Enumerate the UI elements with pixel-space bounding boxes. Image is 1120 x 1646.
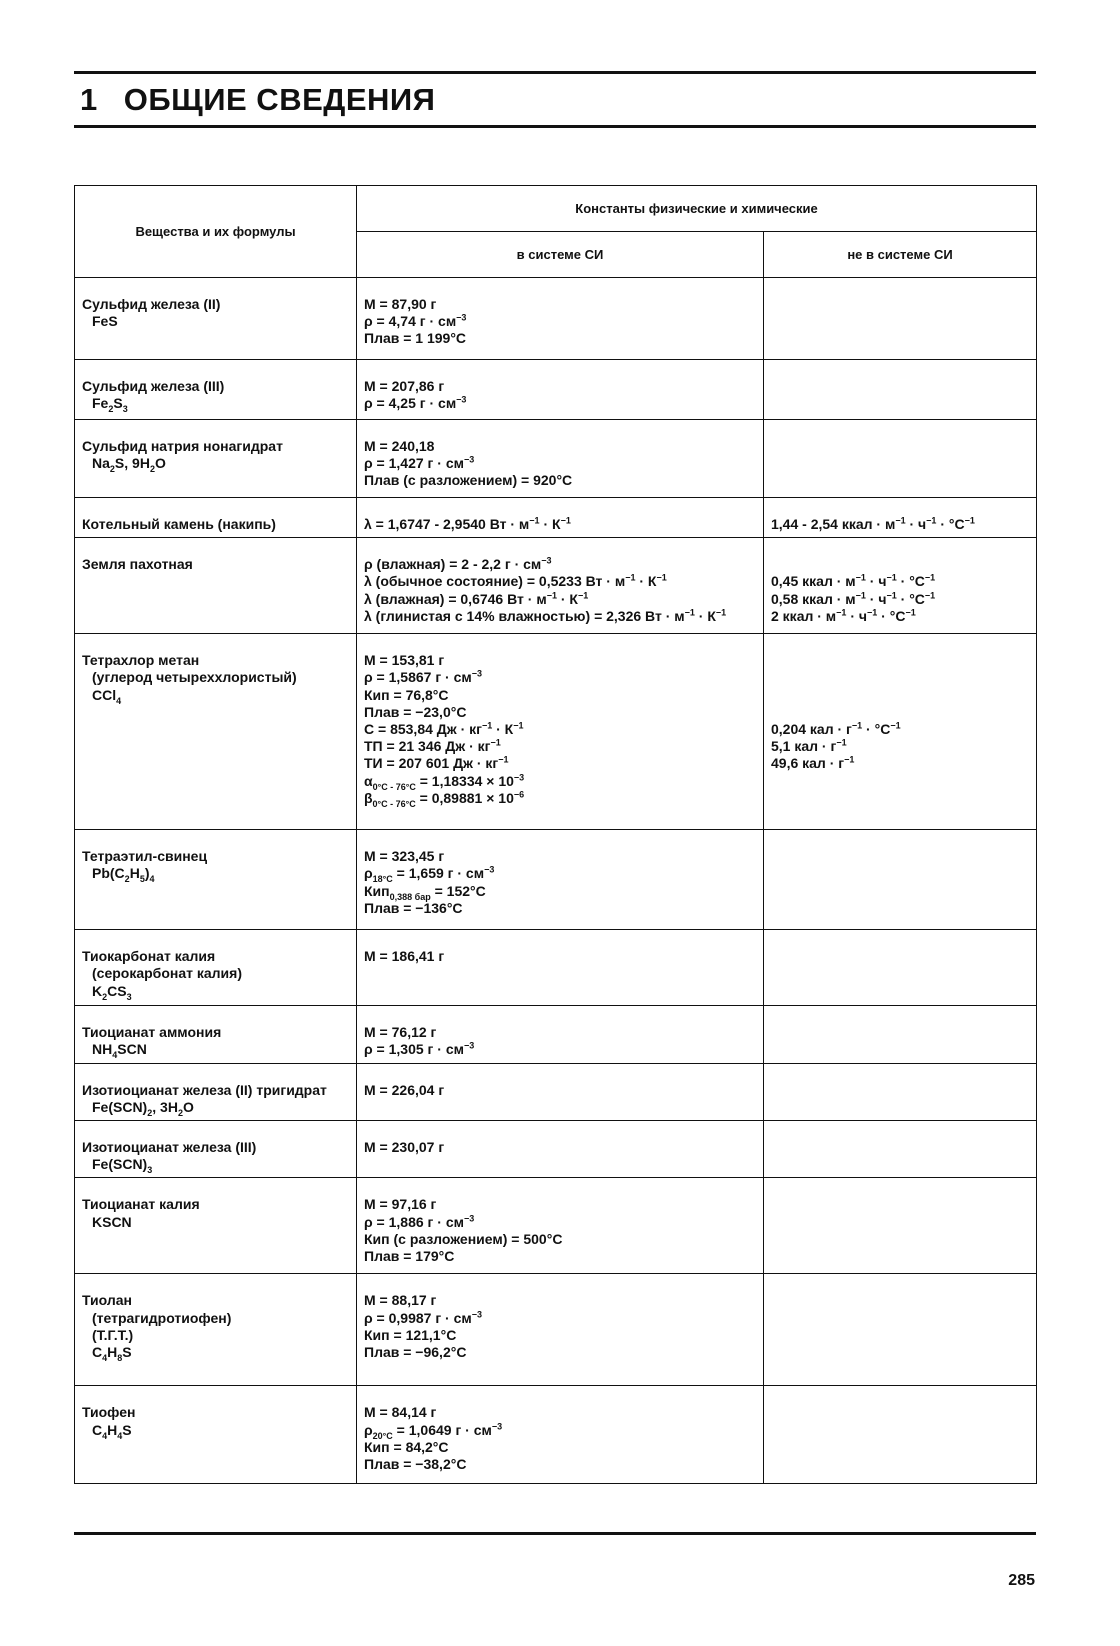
- constant-line: ТИ = 207 601 Дж · $кг^{-1}$: [364, 754, 509, 772]
- substance-formula: $C_4H_4S$: [92, 1421, 132, 1441]
- substance-name: Тетрахлор метан: [82, 652, 200, 669]
- table-row: [75, 1006, 1037, 1063]
- page-number: 285: [1008, 1572, 1035, 1589]
- constant-line: 5,1 кал · $г^{-1}$: [771, 737, 847, 755]
- substance-cell: [75, 1006, 357, 1063]
- constant-line: Кип (с разложением) = 500°C: [364, 1230, 563, 1247]
- non-si-value-cell: [764, 1178, 1037, 1274]
- constant-line: ρ = 4,74 $г \cdot см^{-3}$: [364, 312, 467, 330]
- constant-line: M = 87,90 г: [364, 296, 437, 312]
- constant-line: M = 207,86 г: [364, 378, 445, 394]
- substance-cell: [75, 634, 357, 830]
- substance-cell: [75, 420, 357, 498]
- substance-name: Сульфид железа (III): [82, 378, 225, 394]
- header-constants: Константы физические и химические: [357, 186, 1037, 232]
- constant-line: ρ = 1,5867 $г \cdot см^{-3}$: [364, 668, 483, 686]
- substance-name: Сульфид натрия нонагидрат: [82, 438, 283, 454]
- table-row: [75, 278, 1037, 360]
- table-row: [75, 498, 1037, 538]
- si-value-cell: [357, 278, 764, 360]
- substance-cell: [75, 538, 357, 634]
- constant-line: [771, 687, 1030, 704]
- non-si-value-cell: [764, 538, 1037, 634]
- header-non-si: не в системе СИ: [764, 232, 1037, 278]
- constant-line: $\rho_{18^\circ C} = 1,659$ $г \cdot см^{-3}$: [364, 864, 495, 885]
- chapter-title: ОБЩИЕ СВЕДЕНИЯ: [123, 82, 436, 117]
- constant-line: 49,6 кал · $г^{-1}$: [771, 754, 855, 772]
- non-si-value-cell: [764, 1386, 1037, 1484]
- table-row: [75, 1063, 1037, 1120]
- substance-formula: $NH_4SCN$: [92, 1041, 147, 1061]
- substance-cell: [75, 830, 357, 930]
- table-body: [75, 278, 1037, 1484]
- substance-formula: $Fe(SCN)_3$: [92, 1156, 153, 1176]
- si-value-cell: [357, 1178, 764, 1274]
- table-row: [75, 830, 1037, 930]
- substance-cell: [75, 498, 357, 538]
- substance-formula: $K_2CS_3$: [92, 982, 132, 1002]
- substance-formula: $Fe_2S_3$: [92, 395, 128, 414]
- constant-line: Кип = 121,1°C: [364, 1326, 457, 1343]
- substance-name: Тиоцианат аммония: [82, 1024, 222, 1041]
- si-value-cell: [357, 1274, 764, 1386]
- substance-name: Тиоцианат калия: [82, 1196, 200, 1213]
- si-value-cell: [357, 498, 764, 538]
- non-si-value-cell: [764, 498, 1037, 538]
- constant-line: λ (глинистая с 14% влажностью) = 2,326 Вт · $м^{-1} \cdot К^{-1}$: [364, 607, 727, 624]
- substance-formula: (тетрагидротиофен): [92, 1309, 232, 1326]
- constant-line: ρ (влажная) = 2 - 2,2 $г \cdot см^{-3}$: [364, 555, 552, 573]
- substance-formula: CCl$_4$: [92, 686, 122, 706]
- constant-line: Плав (с разложением) = 920°C: [364, 472, 573, 489]
- non-si-value-cell: [764, 634, 1037, 830]
- constant-line: Плав = 179°C: [364, 1248, 455, 1265]
- si-value-cell: [357, 1006, 764, 1063]
- constant-line: M = 76,12 г: [364, 1024, 437, 1041]
- constant-line: ρ = 0,9987 $г \cdot см^{-3}$: [364, 1308, 483, 1326]
- si-value-cell: [357, 634, 764, 830]
- non-si-value-cell: [764, 930, 1037, 1006]
- heading-underline: [74, 125, 1036, 128]
- substance-name: Тиолан: [82, 1292, 132, 1309]
- constant-line: λ (обычное состояние) = 0,5233 Вт · $м^{-1} \cdot К^{-1}$: [364, 572, 667, 590]
- substance-name: Земля пахотная: [82, 556, 193, 573]
- non-si-value-cell: [764, 278, 1037, 360]
- non-si-value-cell: [764, 1063, 1037, 1120]
- constant-line: [771, 704, 1030, 721]
- non-si-value-cell: [764, 420, 1037, 498]
- constant-line: ρ = 4,25 $г \cdot см^{-3}$: [364, 394, 467, 412]
- substance-formula: (углерод четыреххлористый): [92, 669, 297, 686]
- substance-cell: [75, 360, 357, 420]
- substance-cell: [75, 1178, 357, 1274]
- table-row: [75, 1121, 1037, 1178]
- constant-line: M = 186,41 г: [364, 948, 445, 965]
- substance-formula: $Fe(SCN)_2$, $3H_2O$: [92, 1098, 194, 1118]
- substance-cell: [75, 1274, 357, 1386]
- constant-line: 2 ккал · $м^{-1} \cdot ч^{-1} \cdot ^\circ C^{-1}$: [771, 607, 916, 624]
- constant-line: M = 153,81 г: [364, 652, 445, 669]
- constant-line: Плав = −96,2°C: [364, 1344, 467, 1361]
- constant-line: Плав = −136°C: [364, 899, 463, 916]
- header-si: в системе СИ: [357, 232, 764, 278]
- constant-line: ρ = 1,427 $г \cdot см^{-3}$: [364, 454, 475, 472]
- table-row: [75, 930, 1037, 1006]
- constant-line: 0,58 ккал · $м^{-1} \cdot ч^{-1} \cdot ^\circ C^{-1}$: [771, 589, 936, 607]
- constant-line: $\beta_{0^\circ C - 76^\circ C} = 0,89881 \times 10^{-6}$: [364, 789, 525, 809]
- substance-formula: $Pb(C_2H_5)_4$: [92, 865, 155, 885]
- table-row: [75, 1386, 1037, 1484]
- substance-formula: FeS: [92, 313, 118, 330]
- table-row: [75, 1274, 1037, 1386]
- constant-line: λ = 1,6747 - 2,9540 Вт · $м^{-1} \cdot К^{-1}$: [364, 515, 571, 532]
- si-value-cell: [357, 538, 764, 634]
- chapter-number: 1: [80, 82, 98, 117]
- non-si-value-cell: [764, 1006, 1037, 1063]
- header-substances: Вещества и их формулы: [75, 186, 357, 278]
- substance-formula: (Т.Г.Т.): [92, 1326, 134, 1343]
- si-value-cell: [357, 420, 764, 498]
- substance-name: Изотиоцианат железа (III): [82, 1139, 257, 1156]
- constant-line: M = 97,16 г: [364, 1196, 437, 1213]
- substance-name: Изотиоцианат железа (II) тригидрат: [82, 1081, 327, 1098]
- constant-line: ТП = 21 346 Дж · $кг^{-1}$: [364, 737, 501, 755]
- top-rule: [74, 71, 1036, 74]
- constant-line: [771, 556, 1030, 573]
- table-row: [75, 1178, 1037, 1274]
- constant-line: Кип = 76,8°C: [364, 686, 449, 703]
- constant-line: M = 240,18: [364, 438, 435, 454]
- constant-line: Плав = −23,0°C: [364, 703, 467, 720]
- si-value-cell: [357, 930, 764, 1006]
- substance-name: Тиокарбонат калия: [82, 948, 216, 965]
- substance-formula: KSCN: [92, 1213, 132, 1230]
- chapter-heading: [80, 82, 435, 118]
- si-value-cell: [357, 830, 764, 930]
- substance-name: Котельный камень (накипь): [82, 516, 276, 532]
- substance-name: Тиофен: [82, 1404, 136, 1421]
- constant-line: ρ = 1,305 $г \cdot см^{-3}$: [364, 1040, 475, 1058]
- constant-line: $\rho_{20^\circ C} = 1,0649$ $г \cdot см^{-3}$: [364, 1420, 503, 1441]
- constant-line: M = 84,14 г: [364, 1404, 437, 1421]
- table-row: [75, 634, 1037, 830]
- non-si-value-cell: [764, 830, 1037, 930]
- substance-cell: [75, 1063, 357, 1120]
- substance-formula: $Na_2S$, $9H_2O$: [92, 455, 166, 474]
- non-si-value-cell: [764, 360, 1037, 420]
- table-row: [75, 360, 1037, 420]
- constant-line: [771, 669, 1030, 686]
- table-row: [75, 420, 1037, 498]
- substance-cell: [75, 1386, 357, 1484]
- constant-line: M = 226,04 г: [364, 1081, 445, 1098]
- si-value-cell: [357, 360, 764, 420]
- footer-rule: [74, 1532, 1036, 1535]
- constant-line: Плав = 1 199°C: [364, 330, 467, 347]
- constants-table: [74, 185, 1037, 1484]
- constant-line: ρ = 1,886 $г \cdot см^{-3}$: [364, 1212, 475, 1230]
- si-value-cell: [357, 1063, 764, 1120]
- constant-line: [771, 652, 1030, 669]
- substance-formula: $C_4H_8S$: [92, 1344, 132, 1363]
- non-si-value-cell: [764, 1274, 1037, 1386]
- substance-cell: [75, 930, 357, 1006]
- non-si-value-cell: [764, 1121, 1037, 1178]
- constant-line: Кип$_{0,388 бар}$ = 152°C: [364, 882, 486, 902]
- substance-cell: [75, 1121, 357, 1178]
- constant-line: M = 323,45 г: [364, 848, 445, 865]
- constant-line: 0,204 кал · $г^{-1} \cdot ^\circ C^{-1}$: [771, 720, 901, 738]
- constant-line: Плав = −38,2°C: [364, 1456, 467, 1473]
- constant-line: C = 853,84 Дж · $кг^{-1} \cdot К^{-1}$: [364, 720, 524, 738]
- constant-line: 0,45 ккал · $м^{-1} \cdot ч^{-1} \cdot ^\circ C^{-1}$: [771, 572, 936, 590]
- substance-name: Сульфид железа (II): [82, 296, 221, 312]
- substance-formula: (серокарбонат калия): [92, 965, 242, 982]
- constant-line: M = 230,07 г: [364, 1139, 445, 1156]
- constant-line: 1,44 - 2,54 ккал · $м^{-1} \cdot ч^{-1} \cdot ^\circ C^{-1}$: [771, 515, 975, 532]
- constant-line: Кип = 84,2°C: [364, 1438, 449, 1455]
- constant-line: λ (влажная) = 0,6746 Вт · $м^{-1} \cdot К^{-1}$: [364, 589, 589, 607]
- constant-line: M = 88,17 г: [364, 1292, 437, 1309]
- si-value-cell: [357, 1121, 764, 1178]
- substance-name: Тетраэтил-свинец: [82, 848, 208, 865]
- constant-line: $\alpha_{0^\circ C - 76^\circ C} = 1,18334 \times 10^{-3}$: [364, 771, 525, 792]
- table-row: [75, 538, 1037, 634]
- si-value-cell: [357, 1386, 764, 1484]
- substance-cell: [75, 278, 357, 360]
